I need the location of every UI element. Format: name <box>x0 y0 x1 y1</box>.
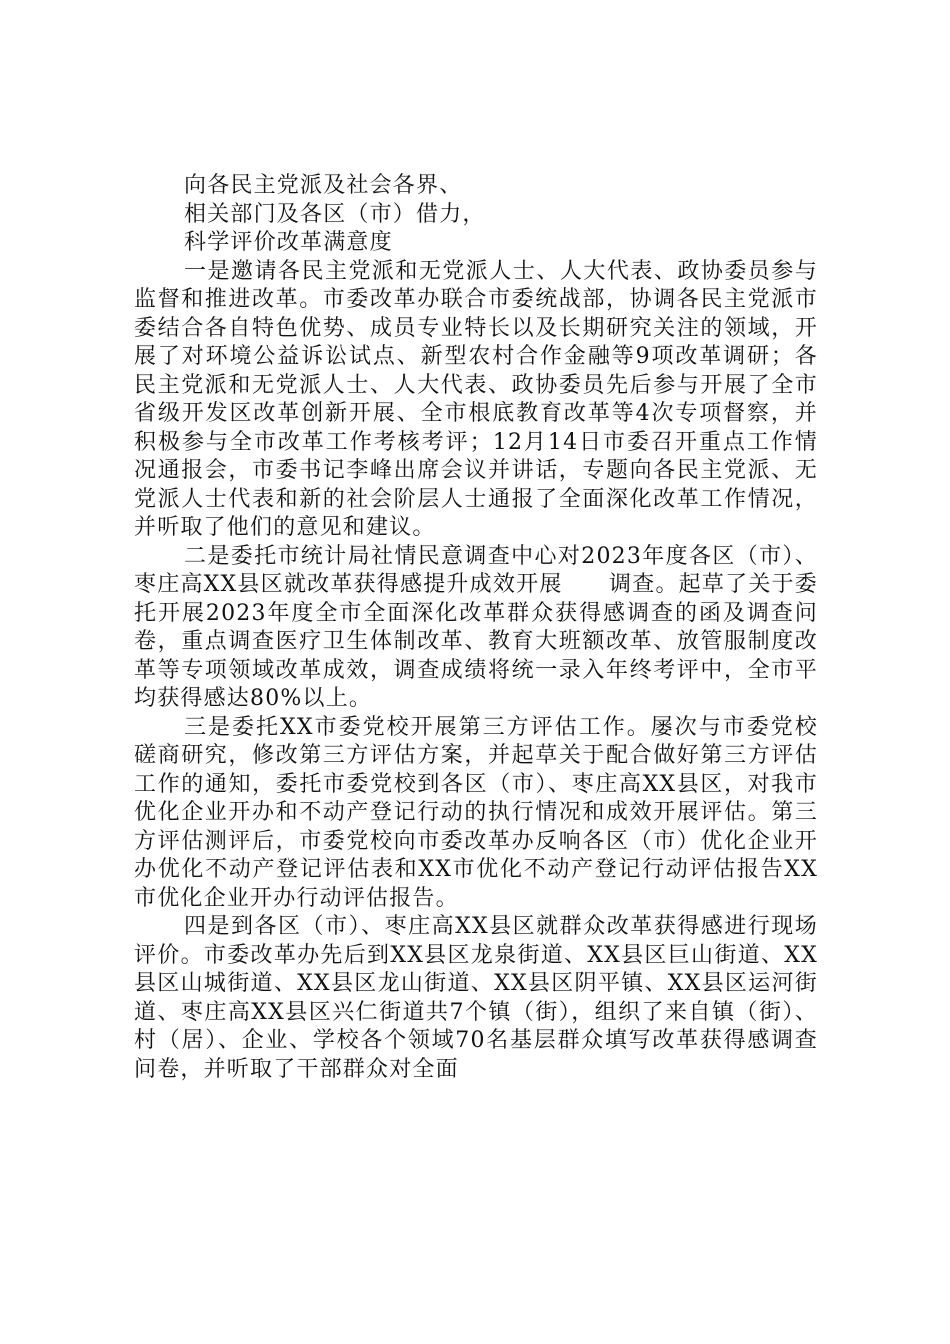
section-heading-line-2: 相关部门及各区（市）借力， <box>184 201 486 227</box>
document-body <box>134 172 818 1084</box>
paragraph-fourth: 四是到各区（市）、枣庄高XX县区就群众改革获得感进行现场评价。市委改革办先后到XX县区龙泉街道、XX县区巨山街道、XX县区山城街道、XX县区龙山街道、XX县区阴平镇、XX县区运河街道、枣庄高XX县区兴仁街道共7个镇（街），组织了来自镇（街）、村（居）、企业、学校各个领域70名基层群众填写改革获得感调查问卷，并听取了干部群众对全面 <box>134 914 818 1082</box>
section-heading-line-1: 向各民主党派及社会各界、 <box>184 173 463 198</box>
paragraph-first: 一是邀请各民主党派和无党派人士、人大代表、政协委员参与监督和推进改革。市委改革办联合市委统战部，协调各民主党派市委结合各自特色优势、成员专业特长以及长期研究关注的领域，开展了对环境公益诉讼试点、新型农村合作金融等9项改革调研；各民主党派和无党派人士、人大代表、政协委员先后参与开展了全市省级开发区改革创新开展、全市根底教育改革等4次专项督察，并积极参与全市改革工作考核考评；12月14日市委召开重点工作情况通报会，市委书记李峰出席会议并讲话，专题向各民主党派、无党派人士代表和新的社会阶层人士通报了全面深化改革工作情况，并听取了他们的意见和建议。 <box>134 258 818 540</box>
paragraph-second: 二是委托市统计局社情民意调查中心对2023年度各区（市）、枣庄高XX县区就改革获得感提升成效开展 调查。起草了关于委托开展2023年度全市全面深化改革群众获得感调查的函及调查问卷，重点调查医疗卫生体制改革、教育大班额改革、放管服制度改革等专项领域改革成效，调查成绩将统一录入年终考评中，全市平均获得感达80%以上。 <box>134 543 818 711</box>
section-heading-line-3: 科学评价改革满意度 <box>184 230 393 255</box>
paragraph-third: 三是委托XX市委党校开展第三方评估工作。屡次与市委党校磋商研究，修改第三方评估方案，并起草关于配合做好第三方评估工作的通知，委托市委党校到各区（市）、枣庄高XX县区，对我市优化企业开办和不动产登记行动的执行情况和成效开展评估。第三方评估测评后，市委党校向市委改革办反响各区（市）优化企业开办优化不动产登记评估表和XX市优化不动产登记行动评估报告XX市优化企业开办行动评估报告。 <box>134 714 818 911</box>
